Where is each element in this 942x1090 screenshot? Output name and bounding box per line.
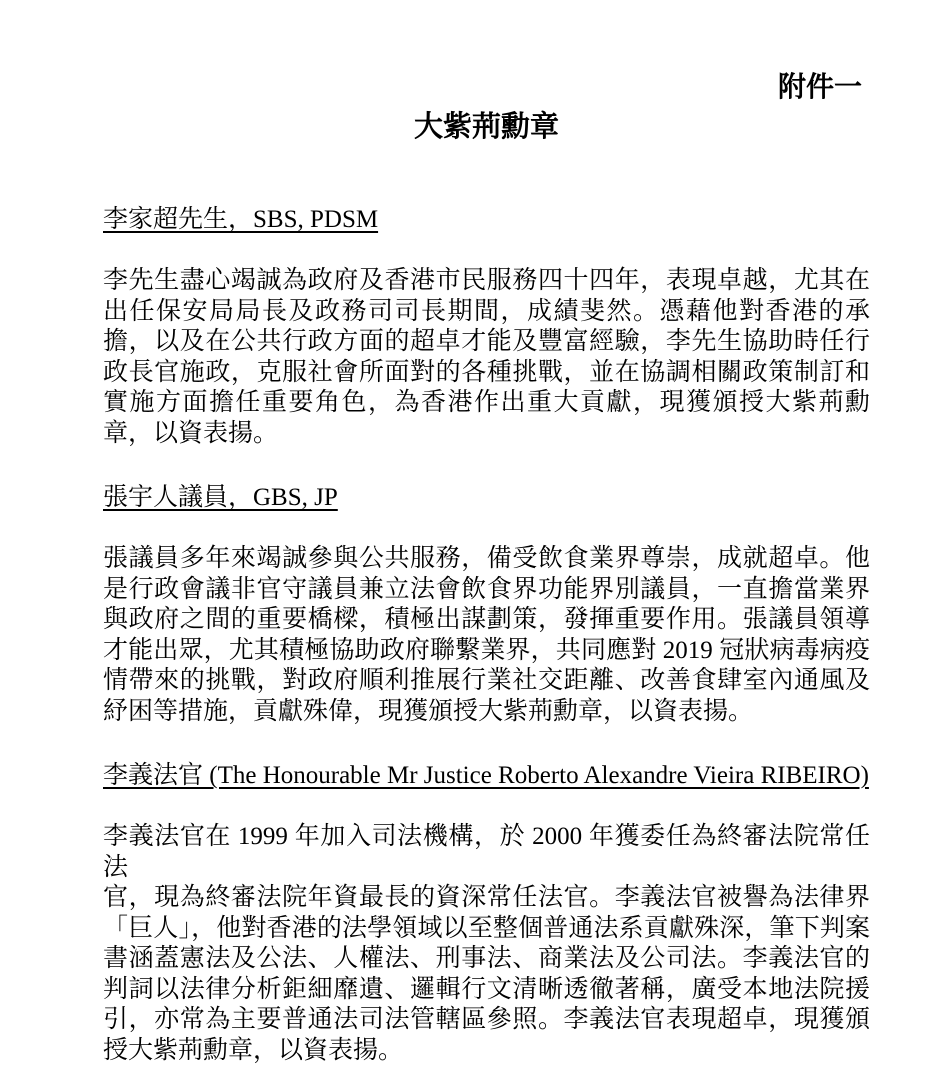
- paragraph-line: 「巨人」，他對香港的法學領域以至整個普通法系貢獻殊深，筆下判案: [103, 914, 870, 942]
- section-heading: 李義法官 (The Honourable Mr Justice Roberto Alexandre Vieira RIBEIRO): [103, 762, 869, 789]
- document-title: 大紫荊勳章: [413, 111, 559, 143]
- paragraph-line: 章，以資表揚。: [103, 419, 279, 447]
- paragraph-line: 才能出眾，尤其積極協助政府聯繫業界，共同應對 2019 冠狀病毒病疫: [103, 636, 870, 664]
- paragraph-line: 與政府之間的重要橋樑，積極出謀劃策，發揮重要作用。張議員領導: [103, 606, 870, 633]
- paragraph-line: 李義法官在 1999 年加入司法機構，於 2000 年獲委任為終審法院常任法: [103, 823, 870, 881]
- paragraph-line: 書涵蓋憲法及公法、人權法、刑事法、商業法及公司法。李義法官的: [103, 945, 870, 972]
- paragraph-line: 判詞以法律分析鉅細靡遺、邏輯行文清晰透徹著稱，廣受本地法院援: [103, 975, 870, 1003]
- section-paragraph: [103, 544, 870, 727]
- paragraph-line: 李先生盡心竭誠為政府及香港市民服務四十四年，表現卓越，尤其在: [103, 267, 870, 294]
- paragraph-line: 擔，以及在公共行政方面的超卓才能及豐富經驗，李先生協助時任行: [103, 328, 870, 355]
- paragraph-line: 張議員多年來竭誠參與公共服務，備受飲食業界尊崇，成就超卓。他: [103, 545, 870, 572]
- paragraph-line: 是行政會議非官守議員兼立法會飲食界功能界別議員，一直擔當業界: [103, 575, 870, 603]
- paragraph-line: 政長官施政，克服社會所面對的各種挑戰，並在協調相關政策制訂和: [103, 358, 870, 386]
- section-heading: 李家超先生，SBS, PDSM: [103, 206, 379, 233]
- paragraph-line: 引，亦常為主要普通法司法管轄區參照。李義法官表現超卓，現獲頒: [103, 1006, 870, 1033]
- sections-container: [103, 205, 870, 1066]
- paragraph-line: 情帶來的挑戰，對政府順利推展行業社交距離、改善食肆室內通風及: [103, 667, 870, 694]
- paragraph-line: 出任保安局局長及政務司司長期間，成績斐然。憑藉他對香港的承: [103, 297, 870, 325]
- annex-label: 附件一: [777, 72, 862, 103]
- paragraph-line: 實施方面擔任重要角色，為香港作出重大貢獻，現獲頒授大紫荊勳: [103, 389, 870, 416]
- section-paragraph: [103, 822, 870, 1066]
- section-paragraph: [103, 266, 870, 449]
- section-heading: 張宇人議員，GBS, JP: [103, 484, 338, 511]
- paragraph-line: 紓困等措施，貢獻殊偉，現獲頒授大紫荊勳章，以資表揚。: [103, 697, 754, 725]
- paragraph-line: 官，現為終審法院年資最長的資深常任法官。李義法官被譽為法律界: [103, 884, 870, 911]
- paragraph-line: 授大紫荊勳章，以資表揚。: [103, 1036, 404, 1064]
